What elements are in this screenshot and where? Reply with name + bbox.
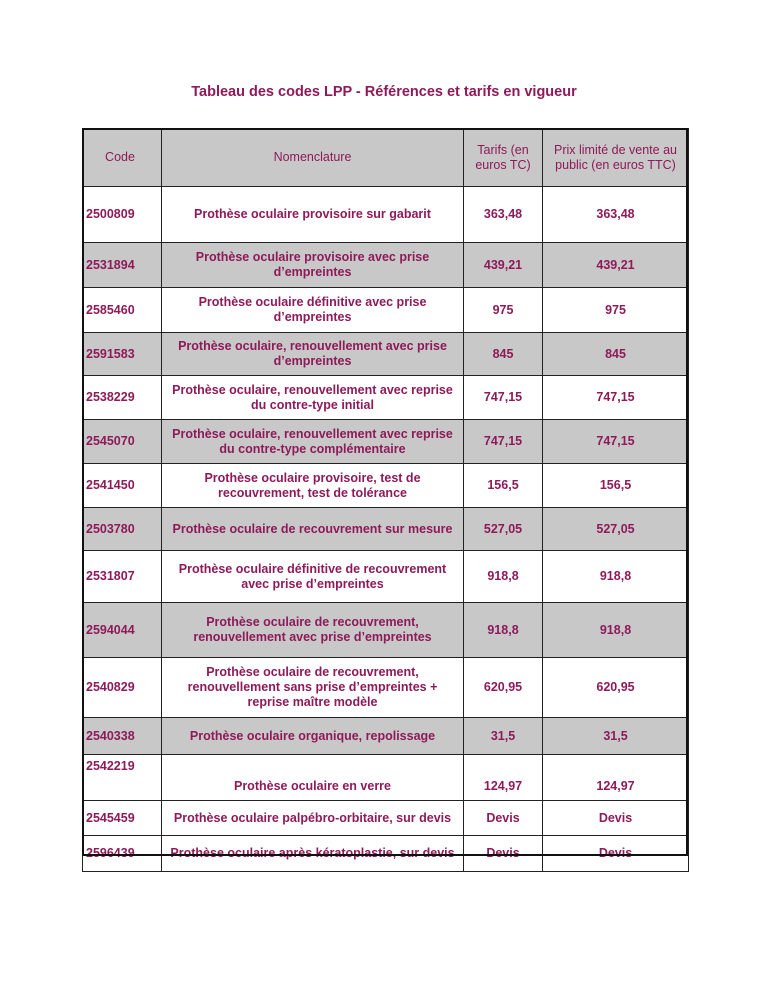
row-code: 2541450: [83, 464, 162, 508]
row-code: 2503780: [83, 508, 162, 551]
table-row: [83, 333, 689, 376]
row-nomenclature: Prothèse oculaire, renouvellement avec prise d’empreintes: [162, 333, 464, 376]
row-code: 2540338: [83, 718, 162, 755]
header-prix: Prix limité de vente au public (en euros TTC): [543, 129, 689, 187]
row-prix: 363,48: [543, 187, 689, 243]
row-code: 2594044: [83, 603, 162, 658]
table-row: [83, 288, 689, 333]
row-tarif: Devis: [464, 801, 543, 836]
row-tarif: 747,15: [464, 420, 543, 464]
row-nomenclature: Prothèse oculaire de recouvrement, renouvellement sans prise d’empreintes + reprise maître modèle: [162, 658, 464, 718]
table-header-row: [83, 129, 689, 187]
header-code: Code: [83, 129, 162, 187]
row-prix: 156,5: [543, 464, 689, 508]
row-nomenclature: Prothèse oculaire de recouvrement sur mesure: [162, 508, 464, 551]
table-row: [83, 603, 689, 658]
row-tarif: 124,97: [464, 755, 543, 801]
row-nomenclature: Prothèse oculaire définitive de recouvrement avec prise d’empreintes: [162, 551, 464, 603]
row-nomenclature: Prothèse oculaire organique, repolissage: [162, 718, 464, 755]
row-prix: 845: [543, 333, 689, 376]
row-nomenclature: Prothèse oculaire de recouvrement, renouvellement avec prise d’empreintes: [162, 603, 464, 658]
row-prix: 975: [543, 288, 689, 333]
table-row: [83, 420, 689, 464]
row-prix: 527,05: [543, 508, 689, 551]
row-nomenclature: Prothèse oculaire provisoire sur gabarit: [162, 187, 464, 243]
row-code: 2500809: [83, 187, 162, 243]
row-prix: 124,97: [543, 755, 689, 801]
row-code: 2545459: [83, 801, 162, 836]
table-row: [83, 376, 689, 420]
table-row: [83, 755, 689, 801]
row-nomenclature: Prothèse oculaire, renouvellement avec reprise du contre-type complémentaire: [162, 420, 464, 464]
header-tarifs: Tarifs (en euros TC): [464, 129, 543, 187]
row-prix: 918,8: [543, 603, 689, 658]
lpp-table: [82, 128, 689, 872]
row-code: 2542219: [83, 755, 162, 801]
row-nomenclature: Prothèse oculaire palpébro-orbitaire, sur devis: [162, 801, 464, 836]
row-tarif: 156,5: [464, 464, 543, 508]
row-code: 2538229: [83, 376, 162, 420]
row-code: 2531807: [83, 551, 162, 603]
row-nomenclature: Prothèse oculaire après kératoplastie, sur devis: [162, 836, 464, 872]
row-prix: 918,8: [543, 551, 689, 603]
page-title: Tableau des codes LPP - Références et tarifs en vigueur: [191, 84, 577, 100]
row-code: 2545070: [83, 420, 162, 464]
row-nomenclature: Prothèse oculaire définitive avec prise d’empreintes: [162, 288, 464, 333]
row-code: 2596439: [83, 836, 162, 872]
row-tarif: 527,05: [464, 508, 543, 551]
row-prix: 747,15: [543, 376, 689, 420]
table-row: [83, 836, 689, 872]
row-prix: 439,21: [543, 243, 689, 288]
row-nomenclature: Prothèse oculaire, renouvellement avec reprise du contre-type initial: [162, 376, 464, 420]
row-prix: Devis: [543, 801, 689, 836]
row-tarif: 31,5: [464, 718, 543, 755]
row-prix: 747,15: [543, 420, 689, 464]
row-tarif: Devis: [464, 836, 543, 872]
row-tarif: 918,8: [464, 551, 543, 603]
row-code: 2531894: [83, 243, 162, 288]
row-prix: 31,5: [543, 718, 689, 755]
row-tarif: 975: [464, 288, 543, 333]
table-row: [83, 187, 689, 243]
row-tarif: 747,15: [464, 376, 543, 420]
table-row: [83, 801, 689, 836]
table-row: [83, 464, 689, 508]
row-prix: 620,95: [543, 658, 689, 718]
table-row: [83, 551, 689, 603]
row-nomenclature: Prothèse oculaire provisoire avec prise d’empreintes: [162, 243, 464, 288]
table-row: [83, 658, 689, 718]
row-code: 2585460: [83, 288, 162, 333]
row-code: 2540829: [83, 658, 162, 718]
table-row: [83, 508, 689, 551]
row-tarif: 845: [464, 333, 543, 376]
row-nomenclature: Prothèse oculaire en verre: [162, 755, 464, 801]
row-tarif: 439,21: [464, 243, 543, 288]
table-row: [83, 718, 689, 755]
table-row: [83, 243, 689, 288]
row-nomenclature: Prothèse oculaire provisoire, test de recouvrement, test de tolérance: [162, 464, 464, 508]
row-tarif: 363,48: [464, 187, 543, 243]
row-tarif: 918,8: [464, 603, 543, 658]
row-code: 2591583: [83, 333, 162, 376]
row-prix: Devis: [543, 836, 689, 872]
header-nomenclature: Nomenclature: [162, 129, 464, 187]
row-tarif: 620,95: [464, 658, 543, 718]
